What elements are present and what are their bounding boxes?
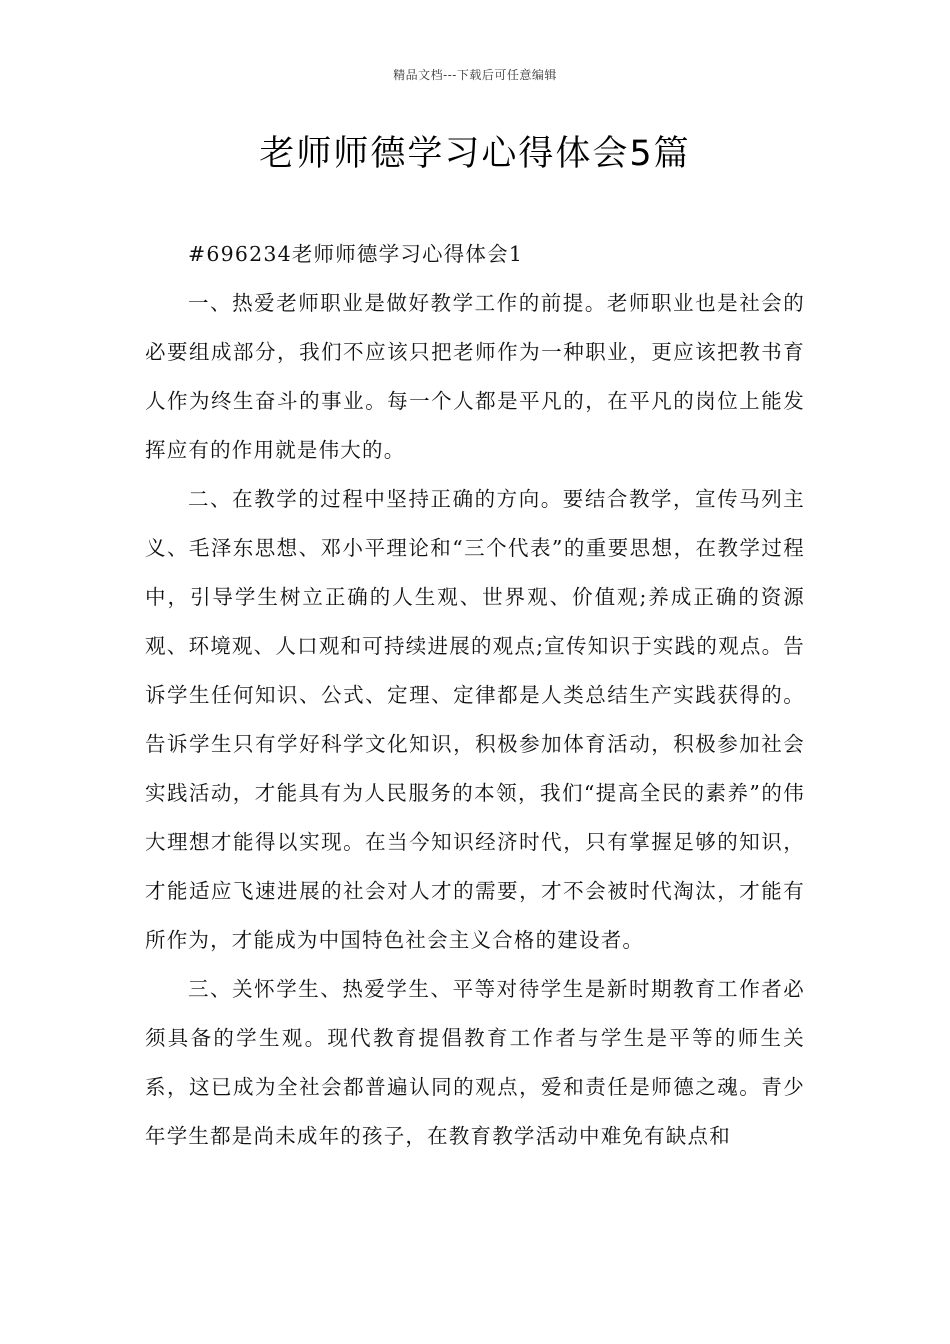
paragraph-1: 一、热爱老师职业是做好教学工作的前提。老师职业也是社会的必要组成部分，我们不应该只把老师作为一种职业，更应该把教书育人作为终生奋斗的事业。每一个人都是平凡的，在平凡的岗位上能发挥应有的作用就是伟大的。: [145, 291, 805, 462]
section-heading: #696234老师师德学习心得体会1: [188, 242, 524, 266]
document-title: 老师师德学习心得体会5篇: [259, 134, 691, 174]
document-body: [145, 230, 805, 1161]
paragraph-3: 三、关怀学生、热爱学生、平等对待学生是新时期教育工作者必须具备的学生观。现代教育提倡教育工作者与学生是平等的师生关系，这已成为全社会都普遍认同的观点，爱和责任是师德之魂。青少年学生都是尚未成年的孩子，在教育教学活动中难免有缺点和: [145, 977, 805, 1148]
paragraph-2: 二、在教学的过程中坚持正确的方向。要结合教学，宣传马列主义、毛泽东思想、邓小平理论和“三个代表”的重要思想，在教学过程中，引导学生树立正确的人生观、世界观、价值观;养成正确的资源观、环境观、人口观和可持续进展的观点;宣传知识于实践的观点。告诉学生任何知识、公式、定理、定律都是人类总结生产实践获得的。告诉学生只有学好科学文化知识，积极参加体育活动，积极参加社会实践活动，才能具有为人民服务的本领，我们“提高全民的素养”的伟大理想才能得以实现。在当今知识经济时代，只有掌握足够的知识，才能适应飞速进展的社会对人才的需要，才不会被时代淘汰，才能有所作为，才能成为中国特色社会主义合格的建设者。: [145, 487, 805, 952]
header-note: 精品文档---下载后可任意编辑: [393, 68, 557, 82]
